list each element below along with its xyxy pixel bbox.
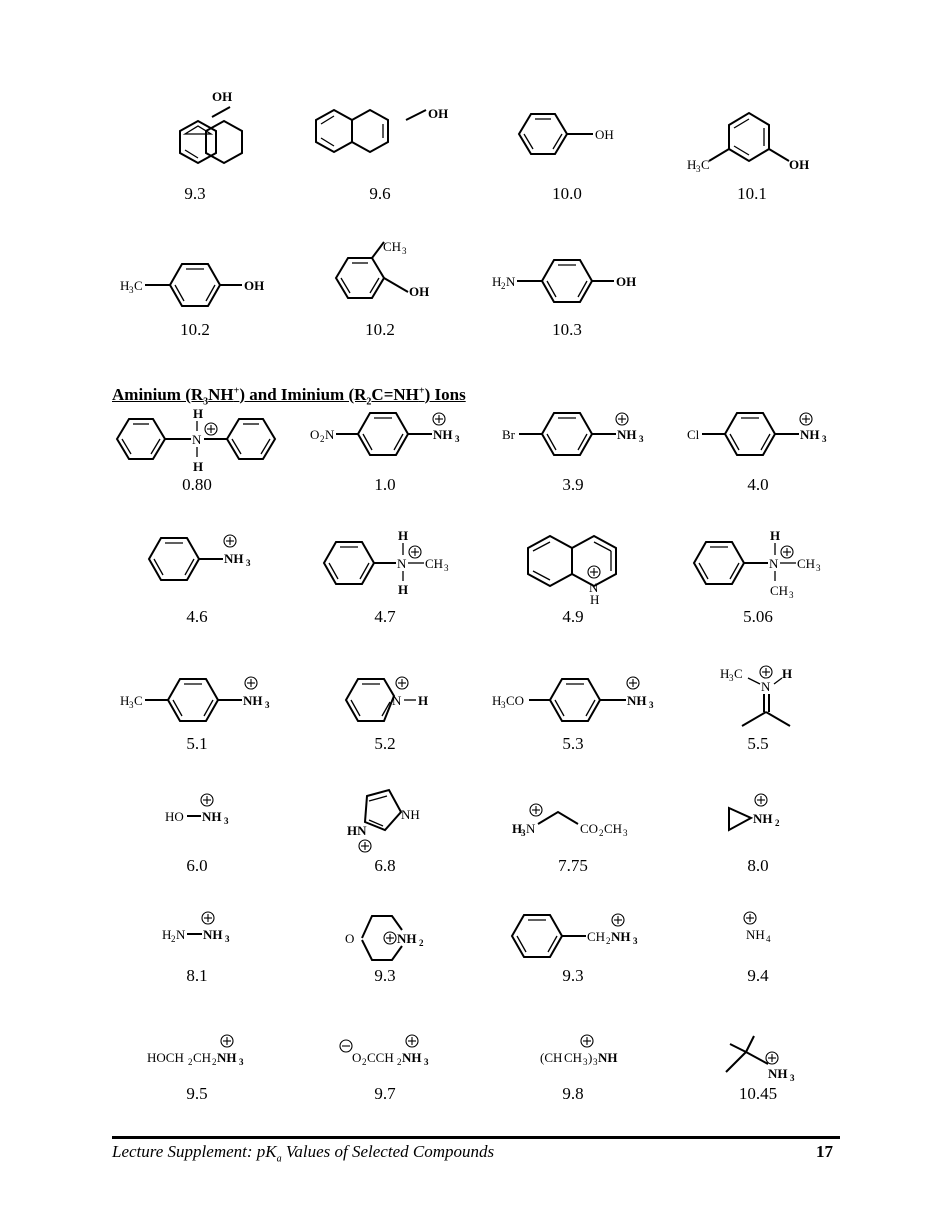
svg-text:Br: Br	[502, 427, 515, 442]
trimethylammonium-structure	[540, 1030, 620, 1075]
svg-text:3: 3	[265, 700, 270, 710]
svg-text:NH: NH	[627, 693, 647, 708]
svg-text:H: H	[782, 666, 793, 681]
page-number: 17	[816, 1142, 833, 1161]
svg-text:NH: NH	[753, 811, 773, 826]
pka-value: 7.75	[558, 856, 588, 875]
svg-text:2: 2	[188, 1057, 193, 1067]
svg-text:3: 3	[816, 563, 821, 573]
pka-value: 9.3	[184, 184, 206, 203]
svg-text:2: 2	[171, 934, 176, 944]
p-nitroanilinium-structure	[310, 405, 475, 465]
section-heading: Aminium $(R_3NH^+)$ and Iminium $(R_2C=NH^+)$ Ions	[112, 385, 466, 408]
svg-text:3: 3	[521, 828, 526, 838]
aziridinium-structure	[725, 790, 815, 835]
tert-butylammonium-structure	[720, 1030, 810, 1085]
pka-value: 5.06	[743, 607, 773, 626]
pka-value: 10.3	[552, 320, 582, 339]
p-aminophenol-structure	[492, 255, 652, 315]
pyridinium-structure	[342, 668, 442, 732]
svg-text:OH: OH	[244, 278, 265, 293]
p-anisidinium-structure	[492, 668, 667, 728]
svg-text:CH: CH	[797, 556, 816, 571]
svg-text:3: 3	[790, 1073, 795, 1083]
svg-text:3: 3	[623, 828, 628, 838]
svg-text:3: 3	[501, 700, 506, 710]
svg-text:NH: NH	[611, 929, 631, 944]
pka-value: 9.5	[186, 1084, 208, 1103]
svg-text:): )	[588, 1050, 593, 1065]
svg-text:O: O	[352, 1050, 362, 1065]
pka-value: 5.2	[374, 734, 396, 753]
svg-text:H: H	[492, 693, 502, 708]
svg-text:NH: NH	[433, 427, 453, 442]
svg-text:CH: CH	[770, 583, 789, 598]
svg-text:O: O	[345, 931, 355, 946]
svg-text:H: H	[398, 528, 409, 543]
p-toluidinium-structure	[120, 668, 290, 728]
svg-text:OH: OH	[428, 106, 449, 121]
svg-text:CH: CH	[587, 929, 606, 944]
svg-text:2: 2	[606, 936, 611, 946]
pka-value: 1.0	[374, 475, 396, 494]
svg-text:3: 3	[649, 700, 654, 710]
svg-text:NH: NH	[768, 1066, 788, 1081]
phenol-structure	[515, 108, 625, 168]
iminium-structure	[718, 660, 818, 735]
svg-text:CH: CH	[193, 1050, 212, 1065]
svg-text:3: 3	[225, 934, 230, 944]
pka-value: 0.80	[182, 475, 212, 494]
footer-title: Lecture Supplement: $pK_a$ Values of Selected Compounds	[112, 1142, 495, 1165]
N,N-dimethylanilinium-structure	[690, 527, 840, 605]
footer-divider	[112, 1136, 840, 1139]
1-naphthol-structure	[140, 85, 250, 185]
svg-text:H: H	[512, 821, 523, 836]
svg-text:C: C	[134, 693, 143, 708]
svg-text:NH: NH	[800, 427, 820, 442]
svg-text:OH: OH	[789, 157, 810, 172]
svg-text:H: H	[720, 666, 730, 681]
svg-text:2: 2	[362, 1057, 367, 1067]
pka-value: 4.6	[186, 607, 208, 626]
pka-value: 5.3	[562, 734, 584, 753]
pka-value: 9.8	[562, 1084, 584, 1103]
svg-text:3: 3	[593, 1057, 598, 1067]
svg-text:3: 3	[224, 816, 229, 826]
svg-text:NH: NH	[617, 427, 637, 442]
svg-text:N: N	[506, 274, 516, 289]
svg-text:HN: HN	[347, 823, 367, 838]
m-cresol-structure	[685, 105, 820, 180]
pka-value: 10.2	[180, 320, 210, 339]
svg-text:3: 3	[583, 1057, 588, 1067]
svg-text:NH: NH	[224, 551, 244, 566]
svg-text:NH: NH	[402, 1050, 422, 1065]
svg-text:4: 4	[766, 934, 771, 944]
benzylammonium-structure	[508, 908, 648, 963]
svg-text:H: H	[687, 157, 697, 172]
svg-text:NH: NH	[202, 809, 222, 824]
svg-text:H: H	[193, 459, 204, 474]
anilinium-structure	[145, 530, 265, 590]
svg-text:3: 3	[444, 563, 449, 573]
svg-text:2: 2	[397, 1057, 402, 1067]
svg-text:N: N	[526, 821, 536, 836]
pka-value: 3.9	[562, 475, 584, 494]
svg-text:OH: OH	[616, 274, 637, 289]
svg-text:H: H	[398, 582, 409, 597]
p-cresol-structure	[120, 258, 280, 318]
svg-text:2: 2	[599, 828, 604, 838]
diphenylammonium-structure	[115, 405, 285, 477]
svg-text:3: 3	[639, 434, 644, 444]
svg-text:3: 3	[129, 700, 134, 710]
svg-text:3: 3	[696, 164, 701, 174]
ammonium-structure	[740, 910, 800, 950]
N-methylanilinium-structure	[320, 527, 470, 602]
svg-text:C: C	[734, 666, 743, 681]
pka-value: 4.0	[747, 475, 769, 494]
svg-text:NH: NH	[746, 927, 765, 942]
svg-text:2: 2	[320, 434, 325, 444]
svg-text:3: 3	[822, 434, 827, 444]
svg-text:3: 3	[239, 1057, 244, 1067]
p-chloroanilinium-structure	[687, 405, 837, 465]
svg-text:C: C	[134, 278, 143, 293]
quinolinium-structure	[522, 530, 632, 608]
svg-text:O: O	[310, 427, 320, 442]
svg-text:2: 2	[212, 1057, 217, 1067]
pka-value: 4.9	[562, 607, 584, 626]
ethanolammonium-structure	[145, 1030, 275, 1075]
pka-value: 10.45	[738, 1084, 778, 1103]
pka-value: 10.0	[552, 184, 582, 203]
svg-text:HOCH: HOCH	[147, 1050, 184, 1065]
svg-text:2: 2	[501, 281, 506, 291]
svg-text:H: H	[418, 693, 429, 708]
svg-text:2: 2	[419, 938, 424, 948]
svg-text:3: 3	[455, 434, 460, 444]
svg-text:NH: NH	[203, 927, 223, 942]
svg-text:N: N	[397, 556, 407, 571]
pka-value: 8.0	[747, 856, 769, 875]
pka-value: 5.5	[747, 734, 769, 753]
pka-value: 9.3	[562, 966, 584, 985]
svg-text:NH: NH	[598, 1050, 618, 1065]
svg-text:N: N	[589, 580, 599, 595]
pka-value: 9.3	[374, 966, 396, 985]
pka-value: 6.0	[186, 856, 208, 875]
imidazolium-structure	[345, 782, 435, 857]
o-cresol-structure	[328, 238, 458, 318]
pka-value: 5.1	[186, 734, 208, 753]
svg-text:Cl: Cl	[687, 427, 700, 442]
glycine-methyl-ester-ammonium-structure	[510, 798, 640, 843]
svg-text:N: N	[192, 432, 202, 447]
svg-text:CH: CH	[425, 556, 444, 571]
svg-text:NH: NH	[397, 931, 417, 946]
svg-text:2: 2	[775, 818, 780, 828]
svg-text:N: N	[769, 556, 779, 571]
pka-value: 6.8	[374, 856, 396, 875]
svg-text:(CH: (CH	[540, 1050, 563, 1065]
svg-text:CH: CH	[564, 1050, 583, 1065]
svg-text:CO: CO	[580, 821, 599, 836]
pka-value: 10.2	[365, 320, 395, 339]
svg-text:3: 3	[789, 590, 794, 600]
pka-value: 9.7	[374, 1084, 396, 1103]
svg-text:OH: OH	[409, 284, 430, 299]
svg-text:3: 3	[424, 1057, 429, 1067]
svg-text:3: 3	[633, 936, 638, 946]
pka-value: 10.1	[737, 184, 767, 203]
svg-text:3: 3	[129, 285, 134, 295]
svg-text:CO: CO	[506, 693, 525, 708]
svg-text:3: 3	[729, 673, 734, 683]
2-naphthol-structure	[310, 100, 460, 170]
svg-text:3: 3	[246, 558, 251, 568]
svg-text:H: H	[162, 927, 172, 942]
svg-text:CCH: CCH	[367, 1050, 394, 1065]
svg-text:3: 3	[402, 246, 407, 256]
pka-value: 9.6	[369, 184, 391, 203]
glycine-zwitterion-structure	[336, 1030, 446, 1075]
svg-text:CH: CH	[604, 821, 623, 836]
svg-text:N: N	[325, 427, 335, 442]
svg-text:OH: OH	[595, 127, 614, 142]
pka-value: 9.4	[747, 966, 769, 985]
svg-text:OH: OH	[212, 89, 233, 104]
svg-text:NH: NH	[243, 693, 263, 708]
svg-text:NH: NH	[217, 1050, 237, 1065]
pka-value: 4.7	[374, 607, 396, 626]
svg-text:HO: HO	[165, 809, 184, 824]
svg-text:H: H	[120, 693, 130, 708]
svg-text:N: N	[761, 679, 771, 694]
p-bromoanilinium-structure	[502, 405, 667, 465]
svg-text:H: H	[193, 406, 204, 421]
svg-text:H: H	[590, 592, 600, 607]
svg-text:N: N	[176, 927, 186, 942]
hydroxylammonium-structure	[165, 790, 265, 835]
pka-value: 8.1	[186, 966, 208, 985]
svg-text:H: H	[120, 278, 130, 293]
morpholinium-structure	[342, 906, 452, 966]
hydrazinium-structure	[160, 908, 260, 953]
svg-text:C: C	[701, 157, 710, 172]
svg-text:H: H	[492, 274, 502, 289]
svg-text:CH: CH	[383, 239, 402, 254]
svg-text:NH: NH	[401, 807, 420, 822]
svg-text:H: H	[770, 528, 781, 543]
svg-text:N: N	[392, 693, 402, 708]
